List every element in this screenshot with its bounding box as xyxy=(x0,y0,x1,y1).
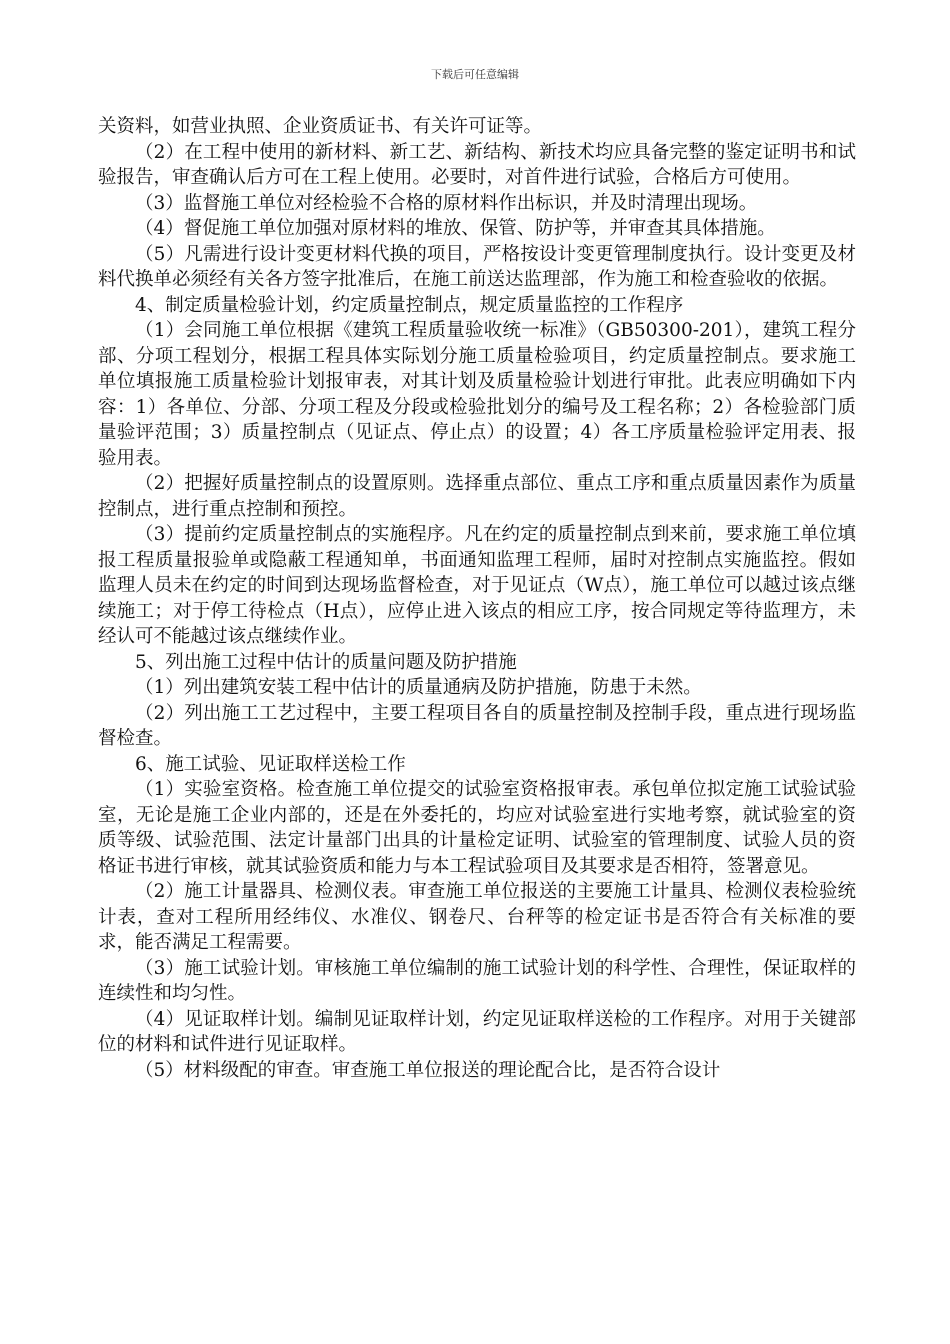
paragraph-8: （2）把握好质量控制点的设置原则。选择重点部位、重点工序和重点质量因素作为质量控制点，进行重点控制和预控。 xyxy=(98,473,856,520)
paragraph-15: （2）施工计量器具、检测仪表。审查施工单位报送的主要施工计量具、检测仪表检验统计表，查对工程所用经纬仪、水准仪、钢卷尺、台秤等的检定证书是否符合有关标准的要求，能否满足工程需要。 xyxy=(98,881,856,953)
paragraph-5: （5）凡需进行设计变更材料代换的项目，严格按设计变更管理制度执行。设计变更及材料代换单必须经有关各方签字批准后，在施工前送达监理部，作为施工和检查验收的依据。 xyxy=(98,243,856,290)
section-heading-4: 4、制定质量检验计划，约定质量控制点，规定质量监控的工作程序 xyxy=(135,294,684,316)
paragraph-3: （3）监督施工单位对经检验不合格的原材料作出标识，并及时清理出现场。 xyxy=(135,192,758,214)
paragraph-2: （2）在工程中使用的新材料、新工艺、新结构、新技术均应具备完整的鉴定证明书和试验报告，审查确认后方可在工程上使用。必要时，对首件进行试验，合格后方可使用。 xyxy=(98,141,856,188)
paragraph-16: （3）施工试验计划。审核施工单位编制的施工试验计划的科学性、合理性，保证取样的连续性和均匀性。 xyxy=(98,957,856,1004)
paragraph-12: （2）列出施工工艺过程中，主要工程项目各自的质量控制及控制手段，重点进行现场监督检查。 xyxy=(98,702,856,749)
section-heading-6: 6、施工试验、见证取样送检工作 xyxy=(135,753,406,775)
document-body xyxy=(98,114,856,1083)
paragraph-18: （5）材料级配的审查。审查施工单位报送的理论配合比，是否符合设计 xyxy=(135,1059,721,1081)
paragraph-14: （1）实验室资格。检查施工单位提交的试验室资格报审表。承包单位拟定施工试验试验室，无论是施工企业内部的，还是在外委托的，均应对试验室进行实地考察，就试验室的资质等级、试验范围、法定计量部门出具的计量检定证明、试验室的管理制度、试验人员的资格证书进行审核，就其试验资质和能力与本工程试验项目及其要求是否相符，签署意见。 xyxy=(98,779,856,877)
paragraph-9: （3）提前约定质量控制点的实施程序。凡在约定的质量控制点到来前，要求施工单位填报工程质量报验单或隐蔽工程通知单，书面通知监理工程师，届时对控制点实施监控。假如监理人员未在约定的时间到达现场监督检查，对于见证点（W点），施工单位可以越过该点继续施工；对于停工待检点（H点），应停止进入该点的相应工序，按合同规定等待监理方，未经认可不能越过该点继续作业。 xyxy=(98,524,856,647)
paragraph-1: 关资料，如营业执照、企业资质证书、有关许可证等。 xyxy=(98,116,543,137)
paragraph-4: （4）督促施工单位加强对原材料的堆放、保管、防护等，并审查其具体措施。 xyxy=(135,218,776,239)
paragraph-17: （4）见证取样计划。编制见证取样计划，约定见证取样送检的工作程序。对用于关键部位的材料和试件进行见证取样。 xyxy=(98,1008,856,1055)
paragraph-11: （1）列出建筑安装工程中估计的质量通病及防护措施，防患于未然。 xyxy=(135,677,702,698)
page-header: 下载后可任意编辑 xyxy=(431,68,519,81)
paragraph-7: （1）会同施工单位根据《建筑工程质量验收统一标准》（GB50300-201），建筑工程分部、分项工程划分，根据工程具体实际划分施工质量检验项目，约定质量控制点。要求施工单位填报施工质量检验计划报审表，对其计划及质量检验计划进行审批。此表应明确如下内容：1）各单位、分部、分项工程及分段或检验批划分的编号及工程名称；2）各检验部门质量验评范围；3）质量控制点（见证点、停止点）的设置；4）各工序质量检验评定用表、报验用表。 xyxy=(98,320,856,469)
section-heading-5: 5、列出施工过程中估计的质量问题及防护措施 xyxy=(135,651,517,673)
